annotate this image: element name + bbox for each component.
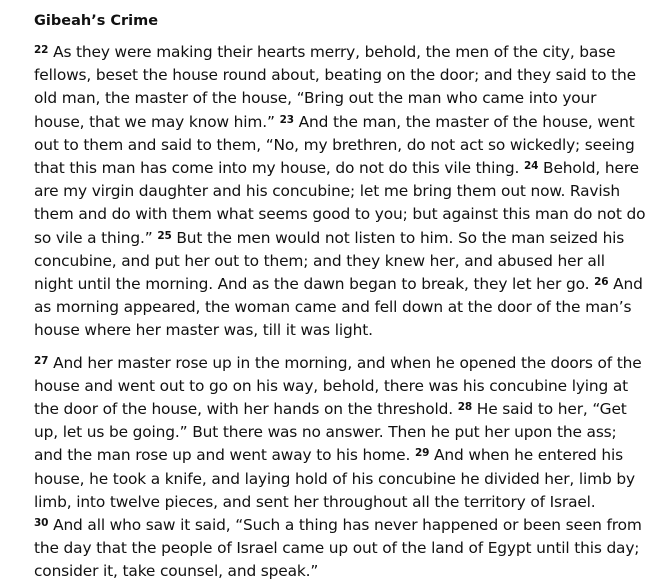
- verse-number: 30: [34, 517, 49, 530]
- verse-number: 29: [414, 447, 430, 460]
- verse-text: And the man, the master of the house, went out to them and said to them, “No, my brethren, do not act so wickedly; seeing that this man has come into my house, do not do this vile thing.: [34, 112, 635, 178]
- verse-number: 27: [34, 354, 49, 367]
- verse-number: 24: [523, 160, 539, 173]
- verse-number: 25: [157, 229, 172, 242]
- verse-text: And her master rose up in the morning, and when he opened the doors of the house and went out to go on his way, behold, there was his concubine lying at the door of the house, with her hands on the threshold.: [34, 353, 642, 419]
- paragraph-1: [34, 41, 646, 343]
- verse-text: And as morning appeared, the woman came and fell down at the door of the man’s house where her master was, till it was light.: [34, 275, 643, 340]
- verse-number: 28: [457, 401, 473, 414]
- verse-number: 23: [279, 113, 294, 126]
- verse-text: And all who saw it said, “Such a thing has never happened or been seen from the day that the people of Israel came up out of the land of Egypt until this day; consider it, take counsel, and speak.”: [34, 516, 642, 581]
- verse-text: But the men would not listen to him. So the man seized his concubine, and put her out to them; and they knew her, and abused her all night until the morning. And as the dawn began to break, they let her go.: [34, 228, 625, 294]
- verse-text: Behold, here are my virgin daughter and his concubine; let me bring them out now. Ravish them and do with them what seems good to you; but against this man do not do so vile a thing.”: [34, 159, 646, 247]
- scripture-passage: [34, 10, 646, 587]
- verse-number: 22: [34, 44, 49, 56]
- verse-text: And when he entered his house, he took a knife, and laying hold of his concubine he divided her, limb by limb, into twelve pieces, and sent her throughout all the territory of Israel.: [34, 446, 635, 511]
- verse-text: He said to her, “Get up, let us be going.” But there was no answer. Then he put her upon the ass; and the man rose up and went away to his home.: [34, 400, 627, 465]
- verse-number: 26: [594, 276, 609, 289]
- verse-text: As they were making their hearts merry, behold, the men of the city, base fellows, beset the house round about, beating on the door; and they said to the old man, the master of the house, “Bring out the man who came into your house, that we may know him.”: [34, 43, 636, 131]
- section-heading: Gibeah’s Crime: [34, 13, 159, 29]
- paragraph-2: [34, 352, 646, 584]
